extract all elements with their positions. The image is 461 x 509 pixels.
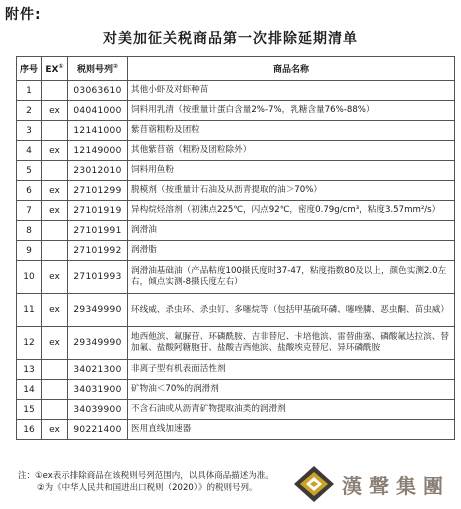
cell-seq: 1 (17, 81, 42, 101)
cell-tariff-code: 90221400 (68, 420, 128, 440)
cell-tariff-code: 03063610 (68, 81, 128, 101)
diamond-logo-icon (292, 464, 336, 504)
cell-ex (42, 121, 68, 141)
cell-tariff-code: 23012010 (68, 161, 128, 181)
table-row (17, 141, 455, 161)
cell-product-name: 紫苜蓿粗粉及团粒 (128, 121, 455, 141)
cell-seq: 11 (17, 294, 42, 327)
table-row (17, 327, 455, 360)
cell-product-name: 润滑油基础油（产品粘度100摄氏度时37-47，粘度指数80及以上，颜色实测2.0左右，倾点实测-8摄氏度左右） (128, 261, 455, 294)
cell-product-name: 饲料用乳清（按重量计蛋白含量2%-7%，乳糖含量76%-88%） (128, 101, 455, 121)
table-row (17, 201, 455, 221)
cell-tariff-code: 34031900 (68, 380, 128, 400)
cell-ex (42, 360, 68, 380)
cell-seq: 15 (17, 400, 42, 420)
cell-tariff-code: 27101991 (68, 221, 128, 241)
table-row (17, 81, 455, 101)
table-row (17, 241, 455, 261)
header-tariff-code: 税则号列② (68, 57, 128, 81)
cell-product-name: 异构烷烃溶剂（初沸点225℃，闪点92℃，密度0.79g/cm³，粘度3.57mm²/s） (128, 201, 455, 221)
cell-seq: 9 (17, 241, 42, 261)
table-row (17, 294, 455, 327)
cell-seq: 5 (17, 161, 42, 181)
cell-seq: 13 (17, 360, 42, 380)
cell-product-name: 其他紫苜蓿（粗粉及团粒除外） (128, 141, 455, 161)
table-row (17, 420, 455, 440)
cell-ex: ex (42, 327, 68, 360)
table-row (17, 101, 455, 121)
table-row (17, 161, 455, 181)
cell-product-name: 不含石油或从沥青矿物提取油类的润滑剂 (128, 400, 455, 420)
cell-product-name: 脱模剂（按重量计石油及从沥青提取的油＞70%） (128, 181, 455, 201)
table-row (17, 400, 455, 420)
cell-ex: ex (42, 141, 68, 161)
cell-ex (42, 221, 68, 241)
footnotes (18, 470, 274, 494)
table-row (17, 261, 455, 294)
table-row (17, 380, 455, 400)
cell-product-name: 非离子型有机表面活性剂 (128, 360, 455, 380)
attachment-label: 附件: (5, 7, 42, 23)
footnote-2: ②为《中华人民共和国进出口税则（2020）》的税则号列。 (37, 483, 258, 493)
cell-product-name: 润滑油 (128, 221, 455, 241)
header-ex: EX① (42, 57, 68, 81)
cell-ex: ex (42, 420, 68, 440)
cell-tariff-code: 27101919 (68, 201, 128, 221)
cell-ex: ex (42, 101, 68, 121)
cell-ex (42, 81, 68, 101)
cell-ex: ex (42, 181, 68, 201)
cell-tariff-code: 27101993 (68, 261, 128, 294)
footnote-marker-2: ② (112, 63, 119, 70)
cell-seq: 8 (17, 221, 42, 241)
table-row (17, 221, 455, 241)
cell-ex (42, 161, 68, 181)
cell-tariff-code: 34021300 (68, 360, 128, 380)
cell-product-name: 其他小虾及对虾种苗 (128, 81, 455, 101)
document-title: 对美加征关税商品第一次排除延期清单 (103, 31, 358, 47)
exclusion-list-table (16, 56, 455, 440)
cell-ex (42, 400, 68, 420)
cell-ex: ex (42, 261, 68, 294)
header-product-name: 商品名称 (128, 57, 455, 81)
cell-product-name: 矿物油＜70%的润滑剂 (128, 380, 455, 400)
cell-seq: 12 (17, 327, 42, 360)
header-seq: 序号 (17, 57, 42, 81)
cell-tariff-code: 34039900 (68, 400, 128, 420)
cell-tariff-code: 12141000 (68, 121, 128, 141)
cell-seq: 16 (17, 420, 42, 440)
table-header-row (17, 57, 455, 81)
cell-tariff-code: 29349990 (68, 327, 128, 360)
company-logo (292, 463, 457, 505)
cell-product-name: 润滑脂 (128, 241, 455, 261)
cell-tariff-code: 12149000 (68, 141, 128, 161)
cell-seq: 4 (17, 141, 42, 161)
cell-tariff-code: 29349990 (68, 294, 128, 327)
cell-tariff-code: 27101299 (68, 181, 128, 201)
footnote-1: 注：①ex表示排除商品在该税则号列范围内，以具体商品描述为准。 (18, 471, 274, 481)
table-row (17, 121, 455, 141)
cell-seq: 10 (17, 261, 42, 294)
table-row (17, 360, 455, 380)
cell-tariff-code: 27101992 (68, 241, 128, 261)
cell-ex: ex (42, 201, 68, 221)
table-row (17, 181, 455, 201)
cell-product-name: 地西他滨、氟脲苷、环磷酰胺、吉非替尼、卡培他滨、雷替曲塞、磷酸氟达拉滨、替加氟、盐酸阿糖胞苷、盐酸吉西他滨、盐酸埃克替尼、异环磷酰胺 (128, 327, 455, 360)
cell-seq: 7 (17, 201, 42, 221)
cell-seq: 3 (17, 121, 42, 141)
cell-product-name: 环线威、杀虫环、杀虫钉、多噻烷等（包括甲基硫环磷、噻唑膦、恶虫酮、苗虫威） (128, 294, 455, 327)
cell-seq: 2 (17, 101, 42, 121)
cell-product-name: 医用直线加速器 (128, 420, 455, 440)
cell-seq: 6 (17, 181, 42, 201)
company-name: 漢聲集團 (342, 474, 450, 498)
cell-ex (42, 380, 68, 400)
table-body (17, 81, 455, 440)
cell-ex: ex (42, 294, 68, 327)
footnote-marker-1: ① (58, 62, 64, 70)
cell-ex (42, 241, 68, 261)
cell-tariff-code: 04041000 (68, 101, 128, 121)
cell-product-name: 饲料用鱼粉 (128, 161, 455, 181)
cell-seq: 14 (17, 380, 42, 400)
